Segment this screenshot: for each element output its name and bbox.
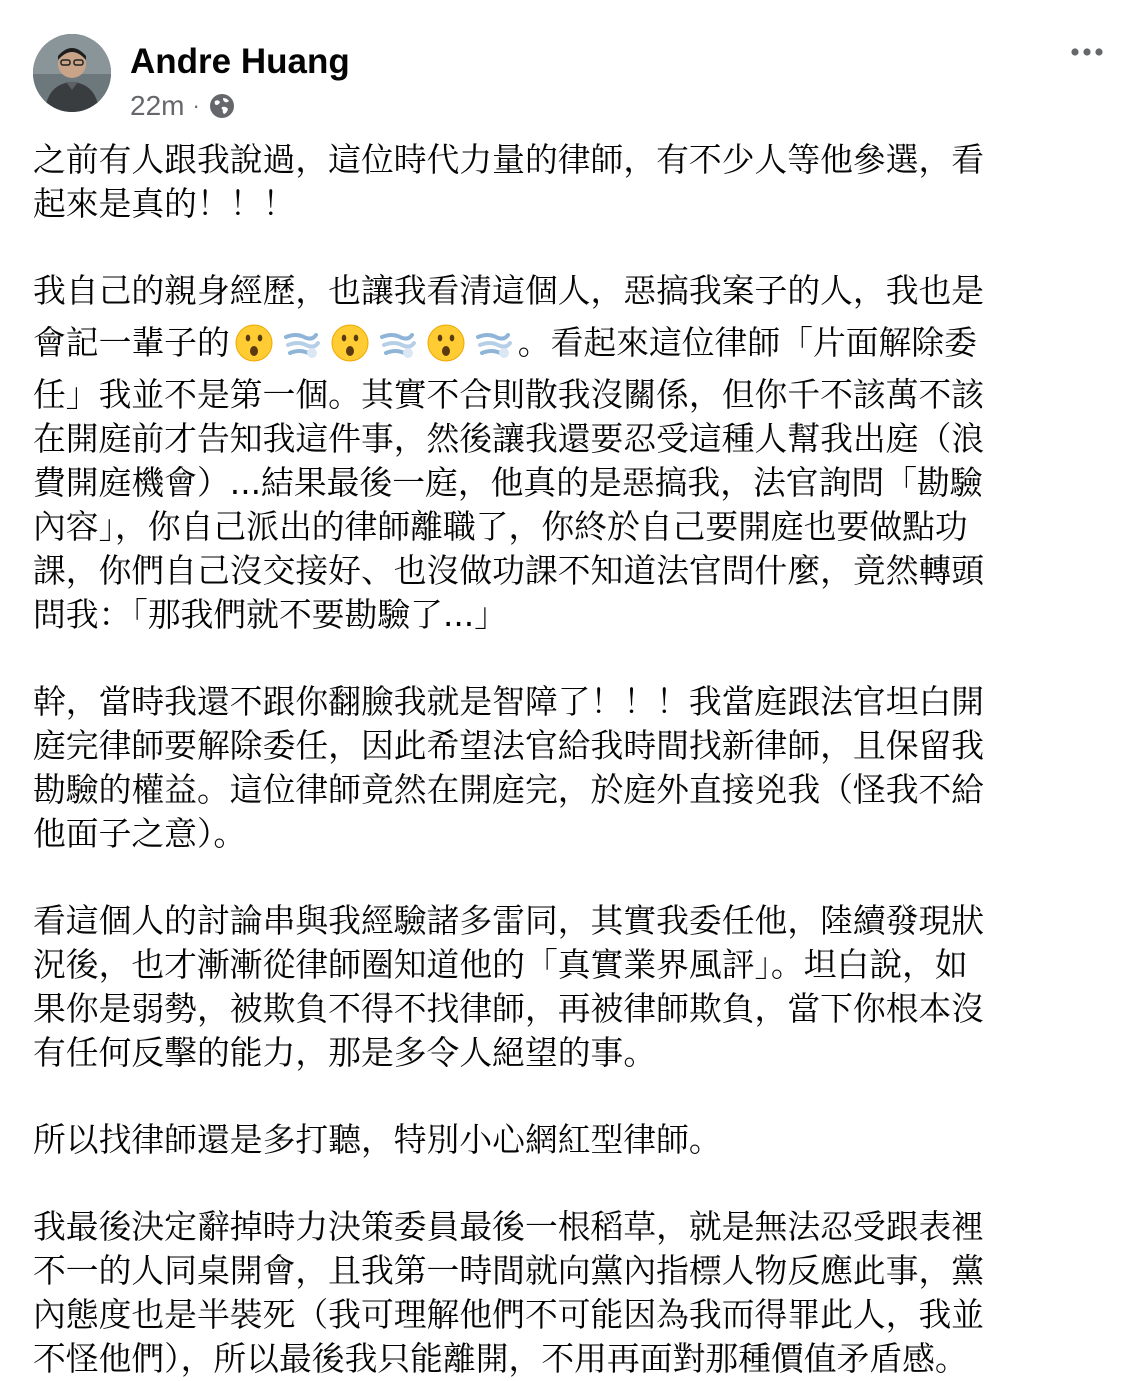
- more-options-button[interactable]: [1068, 36, 1108, 72]
- dash-emoji-icon: [282, 323, 322, 363]
- paragraph-2: [33, 269, 1103, 637]
- paragraph-1: [33, 138, 1103, 226]
- text-line: 庭完律師要解除委任，因此希望法官給我時間找新律師，且保留我: [33, 727, 985, 765]
- text-line: 看這個人的討論串與我經驗諸多雷同，其實我委任他，陸續發現狀: [33, 902, 985, 940]
- post-body: [33, 138, 1103, 1381]
- text-line: 不怪他們），所以最後我只能離開，不用再面對那種價值矛盾感。: [33, 1340, 968, 1378]
- hushed-face-emoji-icon: [234, 323, 274, 363]
- paragraph-6: [33, 1205, 1103, 1381]
- paragraph-5: [33, 1118, 1103, 1162]
- text-line: 任」我並不是第一個。其實不合則散我沒關係，但你千不該萬不該: [33, 376, 985, 414]
- hushed-face-emoji-icon: [330, 323, 370, 363]
- post-meta: [130, 88, 236, 124]
- hushed-face-emoji-icon: [426, 323, 466, 363]
- text-fragment: 會記一輩子的: [33, 324, 230, 362]
- text-line: 有任何反擊的能力，那是多令人絕望的事。: [33, 1034, 657, 1072]
- text-line: 果你是弱勢，被欺負不得不找律師，再被律師欺負，當下你根本沒: [33, 990, 985, 1028]
- text-line: 所以找律師還是多打聽，特別小心網紅型律師。: [33, 1121, 722, 1159]
- author-name[interactable]: Andre Huang: [130, 42, 350, 81]
- avatar[interactable]: [33, 34, 111, 112]
- dash-emoji-icon: [474, 323, 514, 363]
- text-fragment: 。看起來這位律師「片面解除委: [517, 324, 977, 362]
- paragraph-4: [33, 899, 1103, 1075]
- more-options-icon: [1068, 36, 1108, 72]
- text-line: 內態度也是半裝死（我可理解他們不可能因為我而得罪此人，我並: [33, 1296, 985, 1334]
- text-line: 課，你們自己沒交接好、也沒做功課不知道法官問什麼，竟然轉頭: [33, 552, 985, 590]
- text-line: 況後，也才漸漸從律師圈知道他的「真實業界風評」。坦白說，如: [33, 946, 968, 984]
- text-line: 在開庭前才告知我這件事，然後讓我還要忍受這種人幫我出庭（浪: [33, 420, 985, 458]
- text-line: 不一的人同桌開會，且我第一時間就向黨內指標人物反應此事，黨: [33, 1252, 985, 1290]
- post-header: [0, 0, 1128, 130]
- text-line: 他面子之意）。: [33, 815, 247, 853]
- text-line: 起來是真的！！！: [33, 185, 296, 223]
- text-line: 費開庭機會）...結果最後一庭，他真的是惡搞我，法官詢問「勘驗: [33, 464, 983, 502]
- dash-emoji-icon: [378, 323, 418, 363]
- text-line: 幹，當時我還不跟你翻臉我就是智障了！！！我當庭跟法官坦白開: [33, 683, 985, 721]
- text-line: 之前有人跟我說過，這位時代力量的律師，有不少人等他參選，看: [33, 141, 985, 179]
- text-line: 問我：「那我們就不要勘驗了...」: [33, 596, 508, 634]
- paragraph-3: [33, 680, 1103, 856]
- meta-separator: ·: [192, 93, 200, 118]
- avatar-image: [33, 34, 111, 112]
- globe-icon[interactable]: [208, 92, 236, 120]
- text-line: 勘驗的權益。這位律師竟然在開庭完，於庭外直接兇我（怪我不給: [33, 771, 985, 809]
- text-line: 內容」，你自己派出的律師離職了，你終於自己要開庭也要做點功: [33, 508, 968, 546]
- text-line: 我最後決定辭掉時力決策委員最後一根稻草，就是無法忍受跟表裡: [33, 1208, 985, 1246]
- post-time[interactable]: 22m: [130, 90, 185, 121]
- text-line-with-emoji: [33, 313, 1103, 373]
- text-line: 我自己的親身經歷，也讓我看清這個人，惡搞我案子的人，我也是: [33, 272, 985, 310]
